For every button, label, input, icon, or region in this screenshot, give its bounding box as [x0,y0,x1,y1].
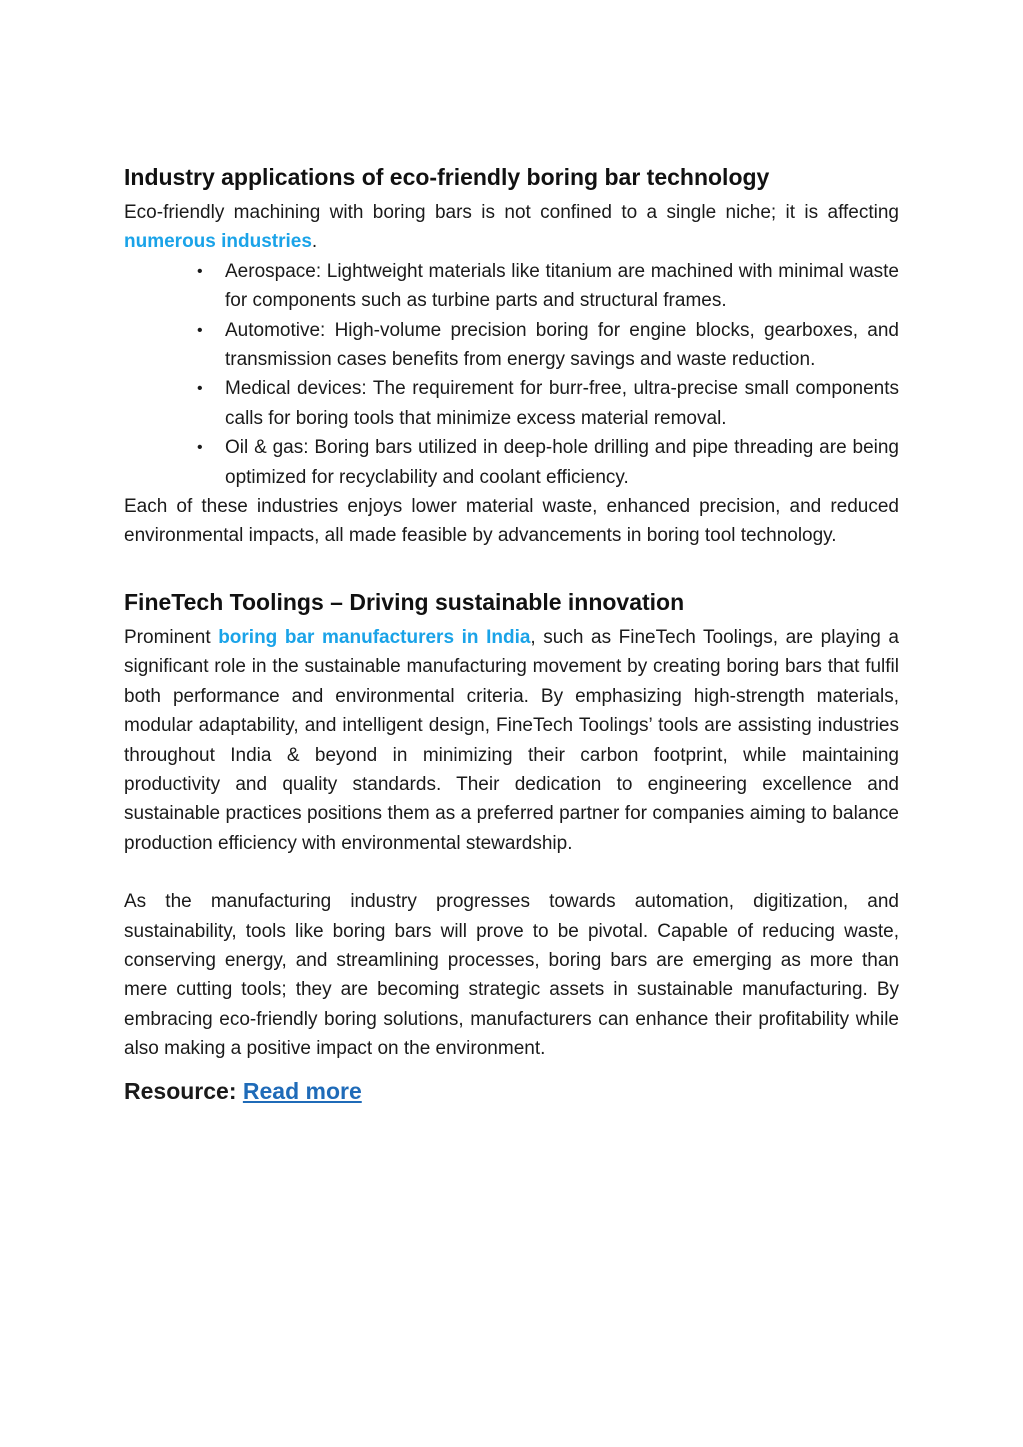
finetech-text-before: Prominent [124,626,219,648]
intro-text-after: . [311,231,318,253]
section-heading-industry-applications: Industry applications of eco-friendly boring bar technology [124,164,770,190]
closing-paragraph: Each of these industries enjoys lower material waste, enhanced precision, and reduced environmental impacts, all made feasible by advancements in boring tool technology. [124,496,899,547]
intro-paragraph [124,198,899,257]
resource-label: Resource: [124,1077,243,1104]
bullet-aerospace: • Aerospace: Lightweight materials like titanium are machined with minimal waste for components such as turbine parts and structural frames. [225,257,899,316]
industry-bullet-list [124,257,899,492]
read-more-link[interactable]: Read more [242,1077,362,1104]
bullet-oil-gas: • Oil & gas: Boring bars utilized in deep-hole drilling and pipe threading are being optimized for recyclability and coolant efficiency. [225,433,899,492]
section-spacer [124,551,899,587]
section-heading-finetech: FineTech Toolings – Driving sustainable innovation [124,588,685,615]
boring-bar-manufacturers-link[interactable]: boring bar manufacturers in India [218,626,531,648]
intro-text-before: Eco-friendly machining with boring bars is not confined to a single niche; it is affecting [124,202,899,223]
resource-line [124,1076,899,1106]
bullet-medical-devices: • Medical devices: The requirement for burr-free, ultra-precise small components calls for boring tools that minimize excess material removal. [225,374,899,433]
paragraph-spacer [124,858,899,887]
bullet-automotive: • Automotive: High-volume precision boring for engine blocks, gearboxes, and transmission cases benefits from energy savings and waste reduction. [225,316,899,375]
finetech-text-after: , such as FineTech Toolings, are playing a significant role in the sustainable manufacturing movement by creating boring bars that fulfil both performance and environmental criteria. By emphasizing high-strength materials, modular adaptability, and intelligent design, FineTech Toolings’ tools are assisting industries throughout India & beyond in minimizing their carbon footprint, while maintaining productivity and quality standards. Their dedication to engineering excellence and sustainable practices positions them as a preferred partner for companies aiming to balance production efficiency with environmental stewardship. [124,626,899,854]
finetech-paragraph [124,623,899,858]
conclusion-paragraph: As the manufacturing industry progresses towards automation, digitization, and sustainability, tools like boring bars will prove to be pivotal. Capable of reducing waste, conserving energy, and streamlining processes, boring bars are emerging as more than mere cutting tools; they are becoming strategic assets in sustainable manufacturing. By embracing eco-friendly boring solutions, manufacturers can enhance their profitability while also making a positive impact on the environment. [124,891,899,1060]
document-page [124,162,899,1106]
numerous-industries-link[interactable]: numerous industries [124,231,312,253]
